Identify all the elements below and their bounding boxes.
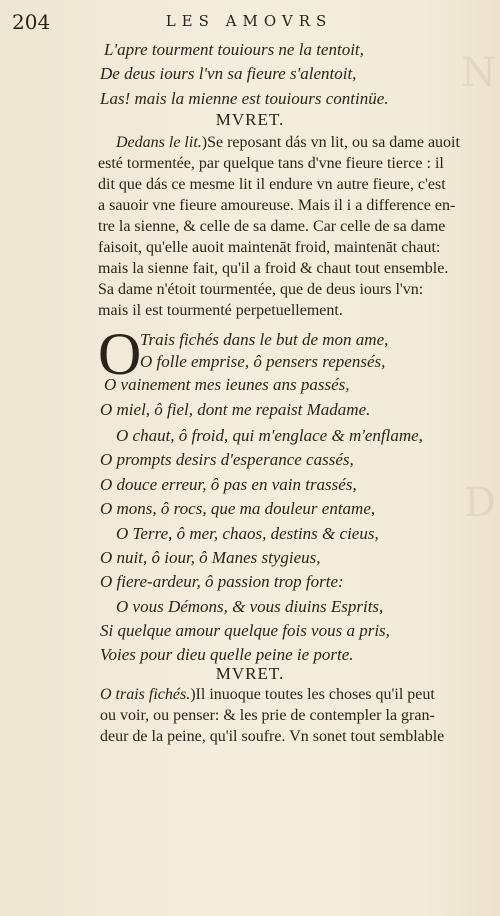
bleed-through-mark: N <box>461 50 496 96</box>
sonnet-line: O miel, ô fiel, dont me repaist Madame. <box>100 400 371 419</box>
sonnet-line: O Terre, ô mer, chaos, destins & cieus, <box>116 524 379 543</box>
commentary-line: Sa dame n'étoit tourmentée, que de deus iours l'vn: <box>98 281 424 298</box>
commentary-lemma: O trais fichés. <box>100 686 191 703</box>
page-number: 204 <box>12 10 51 34</box>
sonnet-line: Voies pour dieu quelle peine ie porte. <box>100 645 354 664</box>
bleed-through-mark: D <box>463 480 496 526</box>
commentary-line: mais il est tourmenté perpetuellement. <box>98 302 343 319</box>
commentary-line: deur de la peine, qu'il soufre. Vn sonet tout semblable <box>100 728 445 745</box>
sonnet-line: O vainement mes ieunes ans passés, <box>104 375 350 394</box>
commentary-line: esté tormentée, par quelque tans d'vne fieure tierce : il <box>98 155 444 172</box>
verse-line: De deus iours l'vn sa fieure s'alentoit, <box>100 64 357 83</box>
commentary-heading: MVRET. <box>215 110 285 129</box>
sonnet-line: O douce erreur, ô pas en vain trassés, <box>100 475 357 494</box>
drop-cap: O <box>98 321 142 387</box>
commentary-heading: MVRET. <box>215 664 285 683</box>
commentary-line: a sauoir vne fieure amoureuse. Mais il i a difference en- <box>98 197 456 214</box>
commentary-line: Dedans le lit.)Se reposant dás vn lit, ou sa dame auoit <box>116 134 460 151</box>
verse-line: L'apre tourment touiours ne la tentoit, <box>104 40 364 59</box>
commentary-line: O trais fichés.)Il inuoque toutes les choses qu'il peut <box>100 686 435 703</box>
sonnet-line: O mons, ô rocs, que ma douleur entame, <box>100 499 376 518</box>
running-title: LES AMOVRS <box>165 12 333 30</box>
sonnet-line: O vous Démons, & vous diuins Esprits, <box>116 597 384 616</box>
commentary-line: mais la sienne fait, qu'il a froid & chaut tout ensemble. <box>98 260 449 277</box>
sonnet-line: O nuit, ô iour, ô Manes stygieus, <box>100 548 321 567</box>
commentary-line: ou voir, ou penser: & les prie de contempler la gran- <box>100 707 435 724</box>
sonnet-line: O folle emprise, ô pensers repensés, <box>140 352 386 371</box>
sonnet-line: Si quelque amour quelque fois vous a pris, <box>100 621 390 640</box>
commentary-line: dit que dás ce mesme lit il endure vn autre fieure, c'est <box>98 176 446 193</box>
commentary-lemma: Dedans le lit. <box>116 134 202 151</box>
sonnet-line: O fiere-ardeur, ô passion trop forte: <box>100 572 344 591</box>
commentary-line: faisoit, qu'elle auoit maintenāt froid, maintenāt chaut: <box>98 239 441 256</box>
commentary-line: tre la sienne, & celle de sa dame. Car celle de sa dame <box>98 218 446 235</box>
sonnet-line: O prompts desirs d'esperance cassés, <box>100 450 354 469</box>
sonnet-line: O chaut, ô froid, qui m'englace & m'enflame, <box>116 426 423 445</box>
verse-line: Las! mais la mienne est touiours continüe. <box>100 89 389 108</box>
page-header <box>12 10 486 36</box>
sonnet-line: Trais fichés dans le but de mon ame, <box>140 330 389 349</box>
